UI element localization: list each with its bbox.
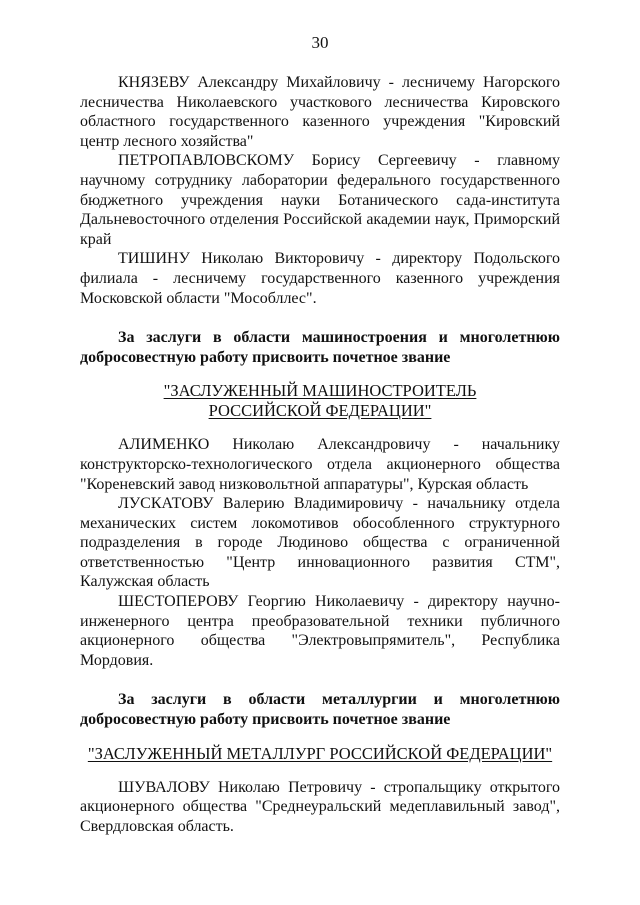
section-intro-metallurgy: За заслуги в области металлургии и многолетнюю добросовестную работу присвоить почетное звание: [80, 691, 560, 729]
page-number: 30: [311, 33, 329, 52]
award-entry-alimenko: АЛИМЕНКО Николаю Александровичу - начальнику конструкторско-технологического отдела акционерного общества "Кореневский завод низковольтной аппаратуры", Курская область: [80, 436, 560, 493]
honorary-title-machine-builder-line1: "ЗАСЛУЖЕННЫЙ МАШИНОСТРОИТЕЛЬ: [163, 381, 477, 401]
award-entry-shestoperov: ШЕСТОПЕРОВУ Георгию Николаевичу - директору научно-инженерного центра преобразовательной техники публичного акционерного общества "Электровыпрямитель", Республика Мордовия.: [80, 593, 560, 669]
award-entry-shuvalov: ШУВАЛОВУ Николаю Петровичу - стропальщику открытого акционерного общества "Среднеуральский медеплавильный завод", Свердловская область.: [80, 778, 560, 835]
award-entry-tishin: ТИШИНУ Николаю Викторовичу - директору Подольского филиала - лесничему государственного казенного учреждения Московской области "Мособллес".: [80, 250, 560, 307]
award-entry-knyazev: КНЯЗЕВУ Александру Михайловичу - лесничему Нагорского лесничества Николаевского участкового лесничества Кировского областного государственного казенного учреждения "Кировский центр лесного хозяйства": [80, 74, 560, 150]
honorary-title-metallurgist: "ЗАСЛУЖЕННЫЙ МЕТАЛЛУРГ РОССИЙСКОЙ ФЕДЕРАЦИИ": [87, 743, 553, 763]
award-entry-luskatov: ЛУСКАТОВУ Валерию Владимировичу - начальнику отдела механических систем локомотивов обособленного структурного подразделения в городе Людиново общества с ограниченной ответственностью "Центр инновационного развития СТМ", Калужская область: [80, 495, 560, 591]
document-body: [80, 73, 560, 836]
award-entry-petropavlovsky: ПЕТРОПАВЛОВСКОМУ Борису Сергеевичу - главному научному сотруднику лаборатории федерального государственного бюджетного учреждения науки Ботанического сада-института Дальневосточного отделения Российской академии наук, Приморский край: [80, 152, 560, 248]
honorary-title-machine-builder-line2: РОССИЙСКОЙ ФЕДЕРАЦИИ": [208, 401, 432, 421]
section-intro-machine-building: За заслуги в области машиностроения и многолетнюю добросовестную работу присвоить почетное звание: [80, 329, 560, 366]
